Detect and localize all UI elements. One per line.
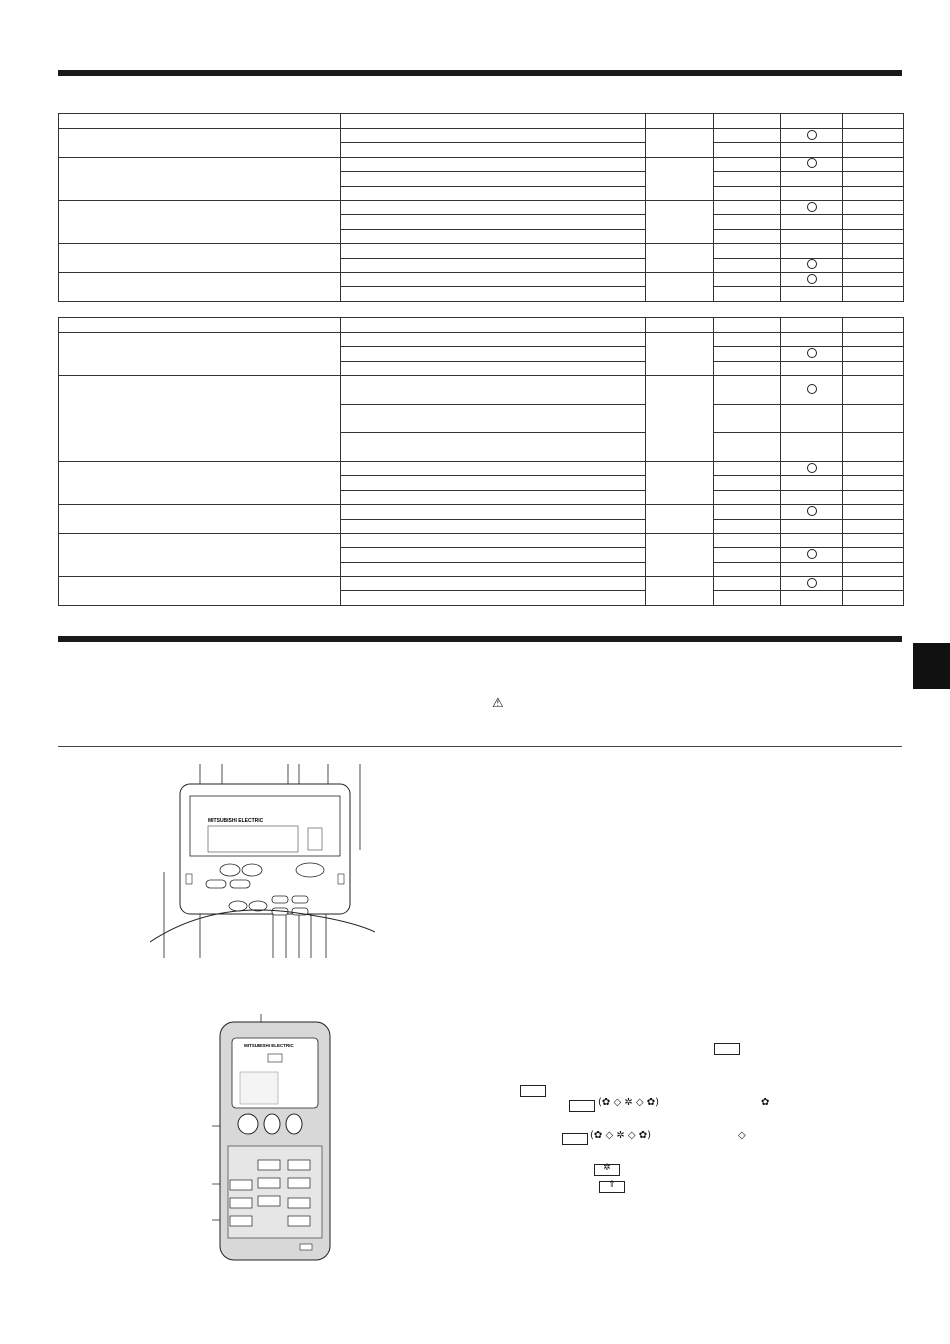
setting-check-cell — [843, 347, 904, 361]
setting-number-cell — [714, 433, 781, 462]
initial-setting-cell — [781, 229, 843, 243]
group-label-cell — [59, 244, 341, 273]
table-row — [59, 244, 904, 258]
mode-sequence-2: (✿ ◇ ✲ ◇ ✿) — [590, 1130, 652, 1141]
group-label-cell — [59, 157, 341, 200]
setting-check-cell — [843, 519, 904, 533]
header-cell — [59, 114, 341, 129]
mode-number-cell — [646, 333, 714, 376]
setting-number-cell — [714, 376, 781, 405]
setting-check-cell — [843, 533, 904, 547]
setting-check-cell — [843, 129, 904, 143]
table-row — [59, 129, 904, 143]
initial-setting-cell — [781, 215, 843, 229]
table-header-row — [59, 318, 904, 333]
spec-table-1 — [58, 113, 904, 302]
setting-cell — [341, 376, 646, 405]
initial-setting-cell — [781, 376, 843, 405]
header-cell — [646, 114, 714, 129]
subsection-rule — [58, 746, 902, 747]
setting-number-cell — [714, 519, 781, 533]
setting-check-cell — [843, 433, 904, 462]
setting-cell — [341, 143, 646, 157]
setting-cell — [341, 229, 646, 243]
setting-number-cell — [714, 258, 781, 272]
spec-table-2 — [58, 317, 904, 606]
setting-check-cell — [843, 490, 904, 504]
mode-number-cell — [646, 157, 714, 200]
setting-cell — [341, 272, 646, 286]
initial-setting-cell — [781, 533, 843, 547]
initial-setting-mark — [807, 348, 817, 358]
group-label-cell — [59, 533, 341, 576]
mode-number-cell — [646, 244, 714, 273]
setting-cell — [341, 461, 646, 475]
setting-cell — [341, 333, 646, 347]
initial-setting-cell — [781, 186, 843, 200]
setting-cell — [341, 244, 646, 258]
setting-number-cell — [714, 533, 781, 547]
wired-remote-diagram — [150, 762, 375, 962]
setting-check-cell — [843, 591, 904, 605]
setting-cell — [341, 433, 646, 462]
mode-number-cell — [646, 272, 714, 301]
setting-check-cell — [843, 215, 904, 229]
header-cell — [843, 318, 904, 333]
setting-number-cell — [714, 143, 781, 157]
setting-check-cell — [843, 143, 904, 157]
mode-sequence-1: (✿ ◇ ✲ ◇ ✿) — [598, 1097, 660, 1108]
header-cell — [781, 318, 843, 333]
setting-cell — [341, 490, 646, 504]
setting-number-cell — [714, 461, 781, 475]
initial-setting-cell — [781, 143, 843, 157]
setting-cell — [341, 404, 646, 433]
setting-check-cell — [843, 548, 904, 562]
table-row — [59, 577, 904, 591]
initial-setting-cell — [781, 172, 843, 186]
table-row — [59, 157, 904, 171]
setting-cell — [341, 533, 646, 547]
setting-check-cell — [843, 157, 904, 171]
setting-cell — [341, 200, 646, 214]
setting-number-cell — [714, 333, 781, 347]
setting-cell — [341, 157, 646, 171]
setting-check-cell — [843, 376, 904, 405]
wired-remote-brand: MITSUBISHI ELECTRIC — [208, 818, 264, 824]
setting-number-cell — [714, 591, 781, 605]
initial-setting-mark — [807, 202, 817, 212]
setting-cell — [341, 186, 646, 200]
group-label-cell — [59, 272, 341, 301]
louver-button-ref — [599, 1181, 625, 1193]
group-label-cell — [59, 461, 341, 504]
initial-setting-mark — [807, 506, 817, 516]
group-label-cell — [59, 376, 341, 462]
setting-number-cell — [714, 215, 781, 229]
fan-icon: ✲ — [603, 1163, 611, 1173]
initial-setting-cell — [781, 577, 843, 591]
table-row — [59, 333, 904, 347]
initial-setting-mark — [807, 274, 817, 284]
setting-number-cell — [714, 476, 781, 490]
header-cell — [714, 114, 781, 129]
setting-number-cell — [714, 361, 781, 375]
table-header-row — [59, 114, 904, 129]
setting-cell — [341, 129, 646, 143]
initial-setting-mark — [807, 578, 817, 588]
initial-setting-cell — [781, 404, 843, 433]
initial-setting-cell — [781, 562, 843, 576]
initial-setting-cell — [781, 433, 843, 462]
header-cell — [843, 114, 904, 129]
diamond-icon: ◇ — [738, 1130, 746, 1141]
setting-check-cell — [843, 333, 904, 347]
table-row — [59, 505, 904, 519]
setting-cell — [341, 361, 646, 375]
setting-cell — [341, 591, 646, 605]
initial-setting-cell — [781, 333, 843, 347]
setting-number-cell — [714, 577, 781, 591]
setting-number-cell — [714, 347, 781, 361]
top-rule — [58, 70, 902, 76]
initial-setting-cell — [781, 490, 843, 504]
initial-setting-cell — [781, 505, 843, 519]
initial-setting-cell — [781, 129, 843, 143]
inline-button-4 — [562, 1133, 588, 1145]
setting-number-cell — [714, 200, 781, 214]
initial-setting-cell — [781, 157, 843, 171]
wireless-remote-brand: MITSUBISHI ELECTRIC — [244, 1043, 294, 1048]
table-row — [59, 272, 904, 286]
initial-setting-cell — [781, 476, 843, 490]
setting-check-cell — [843, 200, 904, 214]
inline-button-1 — [714, 1043, 740, 1055]
setting-cell — [341, 548, 646, 562]
setting-cell — [341, 215, 646, 229]
initial-setting-cell — [781, 287, 843, 301]
setting-number-cell — [714, 157, 781, 171]
setting-cell — [341, 287, 646, 301]
louver-icon: ⇑ — [608, 1180, 616, 1190]
setting-check-cell — [843, 361, 904, 375]
group-label-cell — [59, 129, 341, 158]
setting-check-cell — [843, 229, 904, 243]
setting-cell — [341, 562, 646, 576]
header-cell — [646, 318, 714, 333]
setting-check-cell — [843, 272, 904, 286]
initial-setting-cell — [781, 244, 843, 258]
initial-setting-cell — [781, 548, 843, 562]
initial-setting-cell — [781, 272, 843, 286]
initial-setting-mark — [807, 463, 817, 473]
mode-number-cell — [646, 533, 714, 576]
mode-number-cell — [646, 129, 714, 158]
warning-icon: ⚠ — [492, 695, 504, 710]
initial-setting-mark — [807, 158, 817, 168]
initial-setting-cell — [781, 258, 843, 272]
setting-check-cell — [843, 461, 904, 475]
setting-cell — [341, 505, 646, 519]
table-row — [59, 200, 904, 214]
table-row — [59, 376, 904, 405]
inline-button-3 — [569, 1100, 595, 1112]
setting-check-cell — [843, 172, 904, 186]
header-cell — [59, 318, 341, 333]
header-cell — [781, 114, 843, 129]
setting-check-cell — [843, 186, 904, 200]
group-label-cell — [59, 577, 341, 606]
wireless-remote-diagram — [200, 1012, 340, 1262]
setting-number-cell — [714, 287, 781, 301]
setting-number-cell — [714, 548, 781, 562]
fan-button-ref — [594, 1164, 620, 1176]
initial-setting-mark — [807, 384, 817, 394]
chapter-tab — [913, 643, 950, 689]
initial-setting-cell — [781, 461, 843, 475]
mode-number-cell — [646, 461, 714, 504]
setting-check-cell — [843, 287, 904, 301]
initial-setting-cell — [781, 200, 843, 214]
header-cell — [341, 318, 646, 333]
table-row — [59, 461, 904, 475]
mode-number-cell — [646, 376, 714, 462]
mode-number-cell — [646, 505, 714, 534]
header-cell — [714, 318, 781, 333]
setting-number-cell — [714, 172, 781, 186]
table-row — [59, 533, 904, 547]
initial-setting-cell — [781, 591, 843, 605]
setting-cell — [341, 347, 646, 361]
initial-setting-mark — [807, 259, 817, 269]
setting-number-cell — [714, 490, 781, 504]
section-rule — [58, 636, 902, 642]
setting-number-cell — [714, 505, 781, 519]
setting-number-cell — [714, 129, 781, 143]
inline-button-2 — [520, 1085, 546, 1097]
initial-setting-mark — [807, 549, 817, 559]
setting-check-cell — [843, 258, 904, 272]
setting-check-cell — [843, 244, 904, 258]
setting-cell — [341, 476, 646, 490]
setting-check-cell — [843, 404, 904, 433]
setting-cell — [341, 577, 646, 591]
setting-check-cell — [843, 476, 904, 490]
initial-setting-mark — [807, 130, 817, 140]
setting-check-cell — [843, 577, 904, 591]
initial-setting-cell — [781, 519, 843, 533]
sun-icon: ✿ — [761, 1097, 770, 1108]
group-label-cell — [59, 505, 341, 534]
setting-number-cell — [714, 186, 781, 200]
setting-number-cell — [714, 404, 781, 433]
mode-number-cell — [646, 200, 714, 243]
setting-cell — [341, 258, 646, 272]
setting-number-cell — [714, 272, 781, 286]
setting-cell — [341, 519, 646, 533]
setting-check-cell — [843, 562, 904, 576]
initial-setting-cell — [781, 347, 843, 361]
setting-number-cell — [714, 562, 781, 576]
group-label-cell — [59, 333, 341, 376]
setting-number-cell — [714, 244, 781, 258]
setting-check-cell — [843, 505, 904, 519]
group-label-cell — [59, 200, 341, 243]
mode-number-cell — [646, 577, 714, 606]
setting-cell — [341, 172, 646, 186]
header-cell — [341, 114, 646, 129]
setting-number-cell — [714, 229, 781, 243]
initial-setting-cell — [781, 361, 843, 375]
